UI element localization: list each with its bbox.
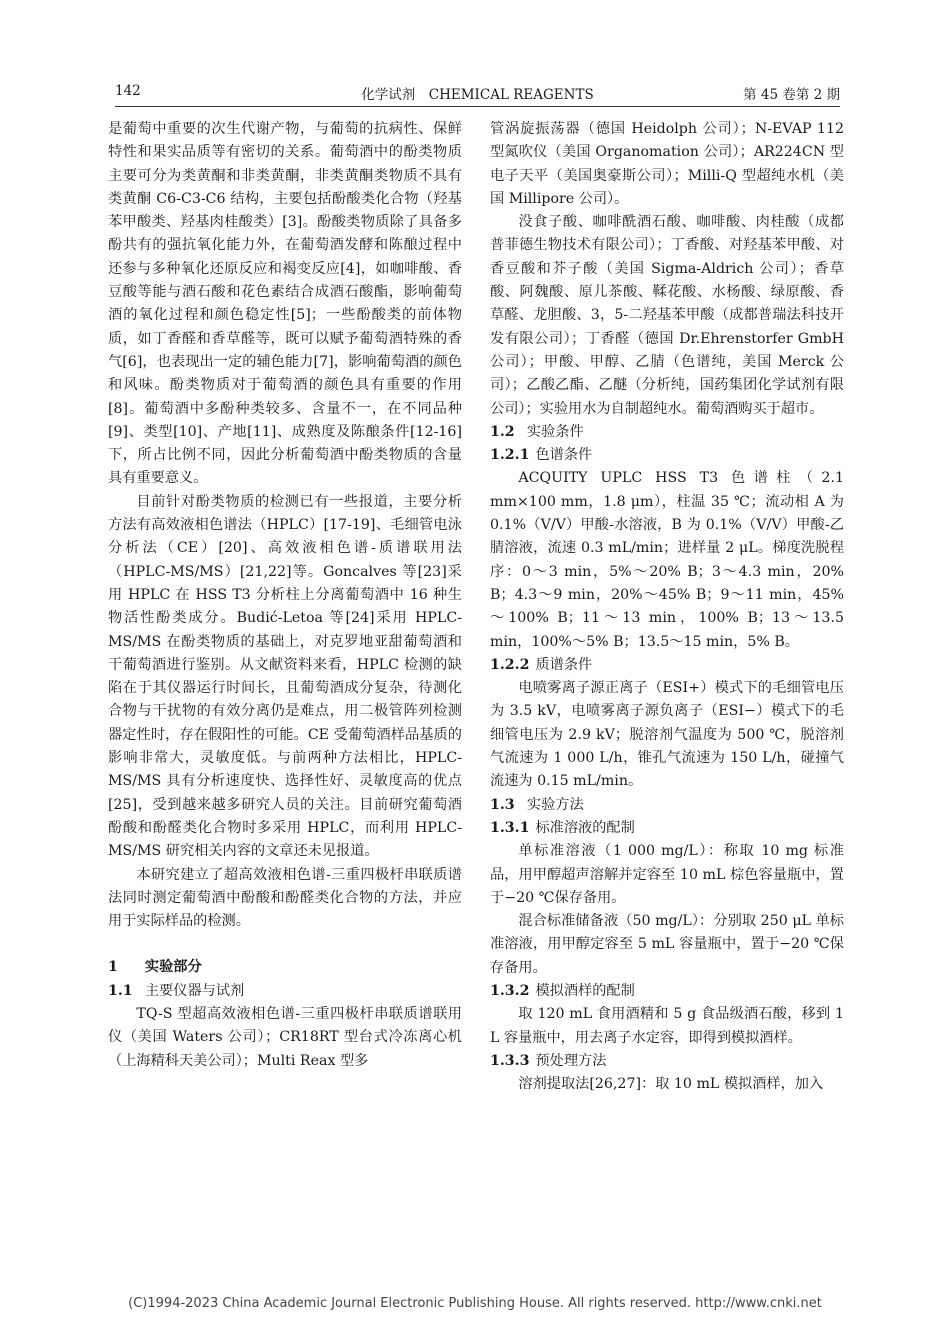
- section-title: 实验条件: [526, 423, 584, 440]
- paragraph: 溶剂提取法[26,27]：取 10 mL 模拟酒样，加入: [518, 1076, 824, 1093]
- subsection-heading: [490, 794, 844, 817]
- paragraph: TQ-S 型超高效液相色谱-三重四极杆串联质谱联用仪（美国 Waters 公司）；CR18RT 型台式冷冻离心机（上海精科天美公司）；Multi Reax 型多: [108, 1005, 462, 1069]
- paragraph: 目前针对酚类物质的检测已有一些报道，主要分析方法有高效液相色谱法（HPLC）[17-19]、毛细管电泳分析法（CE）[20]、高效液相色谱-质谱联用法（HPLC-MS/MS）[21,22]等。Goncalves 等[23]采用 HPLC 在 HSS T3 分析柱上分离葡萄酒中 16 种生物活性酚类成分。Budić-Letoa 等[24]采用 HPLC-MS/MS 在酚类物质的基础上，对克罗地亚甜葡萄酒和干葡萄酒进行鉴别。从文献资料来看，HPLC 检测的缺陷在于其仪器运行时间长，且葡萄酒成分复杂，待测化合物与干扰物的有效分离仍是难点，用二极管阵列检测器定性时，存在假阳性的可能。CE 受葡萄酒样品基质的影响非常大，灵敏度低。与前两种方法相比，HPLC-MS/MS 具有分析速度快、选择性好、灵敏度高的优点[25]，受到越来越多研究人员的关注。目前研究葡萄酒酚酸和酚醛类化合物时多采用 HPLC，而利用 HPLC-MS/MS 研究相关内容的文章还未见报道。: [108, 493, 462, 860]
- subsection-heading: [490, 421, 844, 444]
- section-title: 质谱条件: [535, 656, 593, 673]
- section-number: 1.3.2: [490, 982, 530, 999]
- copyright-footer: (C)1994-2023 China Academic Journal Electronic Publishing House. All rights reserved. http://www.cnki.net: [128, 1296, 822, 1311]
- section-number: 1.3.1: [490, 819, 530, 836]
- paragraph: 没食子酸、咖啡酰酒石酸、咖啡酸、肉桂酸（成都普菲德生物技术有限公司）；丁香酸、对羟基苯甲酸、对香豆酸和芥子酸（美国 Sigma-Aldrich 公司）；香草酸、阿魏酸、原儿茶酸、鞣花酸、水杨酸、绿原酸、香草醛、龙胆酸、3，5-二羟基苯甲酸（成都普瑞法科技开发有限公司）；丁香醛（德国 Dr.Ehrenstorfer GmbH 公司）；甲酸、甲醇、乙腈（色谱纯，美国 Merck 公司）；乙酸乙酯、乙醚（分析纯，国药集团化学试剂有限公司）；实验用水为自制超纯水。葡萄酒购买于超市。: [490, 214, 844, 417]
- subsubsection-heading: [490, 1050, 844, 1073]
- section-title: 实验部分: [144, 959, 202, 976]
- subsubsection-heading: [490, 444, 844, 467]
- paragraph: 电喷雾离子源正离子（ESI+）模式下的毛细管电压为 3.5 kV，电喷雾离子源负离子（ESI−）模式下的毛细管电压为 2.9 kV；脱溶剂气温度为 500 ℃，脱溶剂气流速为 1 000 L/h，锥孔气流速为 150 L/h，碰撞气流速为 0.15 mL/min。: [490, 680, 844, 790]
- section-number: 1: [108, 959, 118, 976]
- subsubsection-heading: [490, 654, 844, 677]
- subsubsection-heading: [490, 817, 844, 840]
- paragraph: 管涡旋振荡器（德国 Heidolph 公司）；N-EVAP 112 型氮吹仪（美国 Organomation 公司）；AR224CN 型电子天平（美国奥豪斯公司）；Milli-Q 型超纯水机（美国 Millipore 公司）。: [490, 121, 844, 207]
- right-column: [490, 118, 844, 1096]
- paragraph: 取 120 mL 食用酒精和 5 g 食品级酒石酸，移到 1 L 容量瓶中，用去离子水定容，即得到模拟酒样。: [490, 1006, 844, 1046]
- section-number: 1.3: [490, 796, 515, 813]
- section-title: 预处理方法: [535, 1052, 607, 1069]
- section-number: 1.2.2: [490, 656, 530, 673]
- paragraph: ACQUITY UPLC HSS T3 色谱柱（2.1 mm×100 mm，1.8 μm），柱温 35 ℃；流动相 A 为 0.1%（V/V）甲酸-水溶液，B 为 0.1%（V/V）甲酸-乙腈溶液，流速 0.3 mL/min；进样量 2 μL。梯度洗脱程序：0～3 min，5%～20% B；3～4.3 min，20% B；4.3～9 min，20%～45% B；9～11 min，45%～100% B；11～13 min，100% B；13～13.5 min，100%～5% B；13.5～15 min，5% B。: [490, 470, 844, 650]
- journal-title: 化学试剂 CHEMICAL REAGENTS: [361, 87, 594, 103]
- section-title: 标准溶液的配制: [535, 819, 635, 836]
- section-number: 1.2.1: [490, 447, 530, 464]
- paragraph: 是葡萄中重要的次生代谢产物，与葡萄的抗病性、保鲜特性和果实品质等有密切的关系。葡萄酒中的酚类物质主要可分为类黄酮和非类黄酮，非类黄酮类物质不具有类黄酮 C6-C3-C6 结构，主要包括酚酸类化合物（羟基苯甲酸类、羟基肉桂酸类）[3]。酚酸类物质除了具备多酚共有的强抗氧化能力外，在葡萄酒发酵和陈酿过程中还参与多种氧化还原反应和褐变反应[4]，如咖啡酸、香豆酸等能与酒石酸和花色素结合成酒石酸酯，影响葡萄酒的氧化过程和颜色稳定性[5]；一些酚酸类的前体物质，如丁香醛和香草醛等，既可以赋予葡萄酒特殊的香气[6]，也表现出一定的辅色能力[7]，影响葡萄酒的颜色和风味。酚类物质对于葡萄酒的颜色具有重要的作用[8]。葡萄酒中多酚种类较多、含量不一，在不同品种[9]、类型[10]、产地[11]、成熟度及陈酿条件[12-16]下，所占比例不同，因此分析葡萄酒中酚类物质的含量具有重要意义。: [108, 121, 462, 487]
- section-gap: [108, 933, 462, 956]
- section-number: 1.1: [108, 982, 133, 999]
- issue-info: 第 45 卷第 2 期: [743, 87, 840, 103]
- subsubsection-heading: [490, 980, 844, 1003]
- paragraph: 单标准溶液（1 000 mg/L）：称取 10 mg 标准品，用甲醇超声溶解并定容至 10 mL 棕色容量瓶中，置于−20 ℃保存备用。: [490, 843, 844, 906]
- subsection-heading: [108, 980, 462, 1003]
- section-title: 实验方法: [526, 796, 584, 813]
- section-title: 色谱条件: [535, 447, 593, 464]
- section-title: 模拟酒样的配制: [535, 982, 635, 999]
- section-heading: [108, 956, 462, 979]
- left-column: [108, 118, 462, 1073]
- page-number: 142: [115, 83, 141, 99]
- section-title: 主要仪器与试剂: [144, 982, 245, 999]
- page-header: [115, 82, 840, 107]
- paragraph: 混合标准储备液（50 mg/L）：分别取 250 μL 单标准溶液，用甲醇定容至 5 mL 容量瓶中，置于−20 ℃保存备用。: [490, 913, 844, 976]
- paragraph: 本研究建立了超高效液相色谱-三重四极杆串联质谱法同时测定葡萄酒中酚酸和酚醛类化合物的方法，并应用于实际样品的检测。: [108, 866, 462, 930]
- section-number: 1.2: [490, 423, 515, 440]
- section-number: 1.3.3: [490, 1052, 530, 1069]
